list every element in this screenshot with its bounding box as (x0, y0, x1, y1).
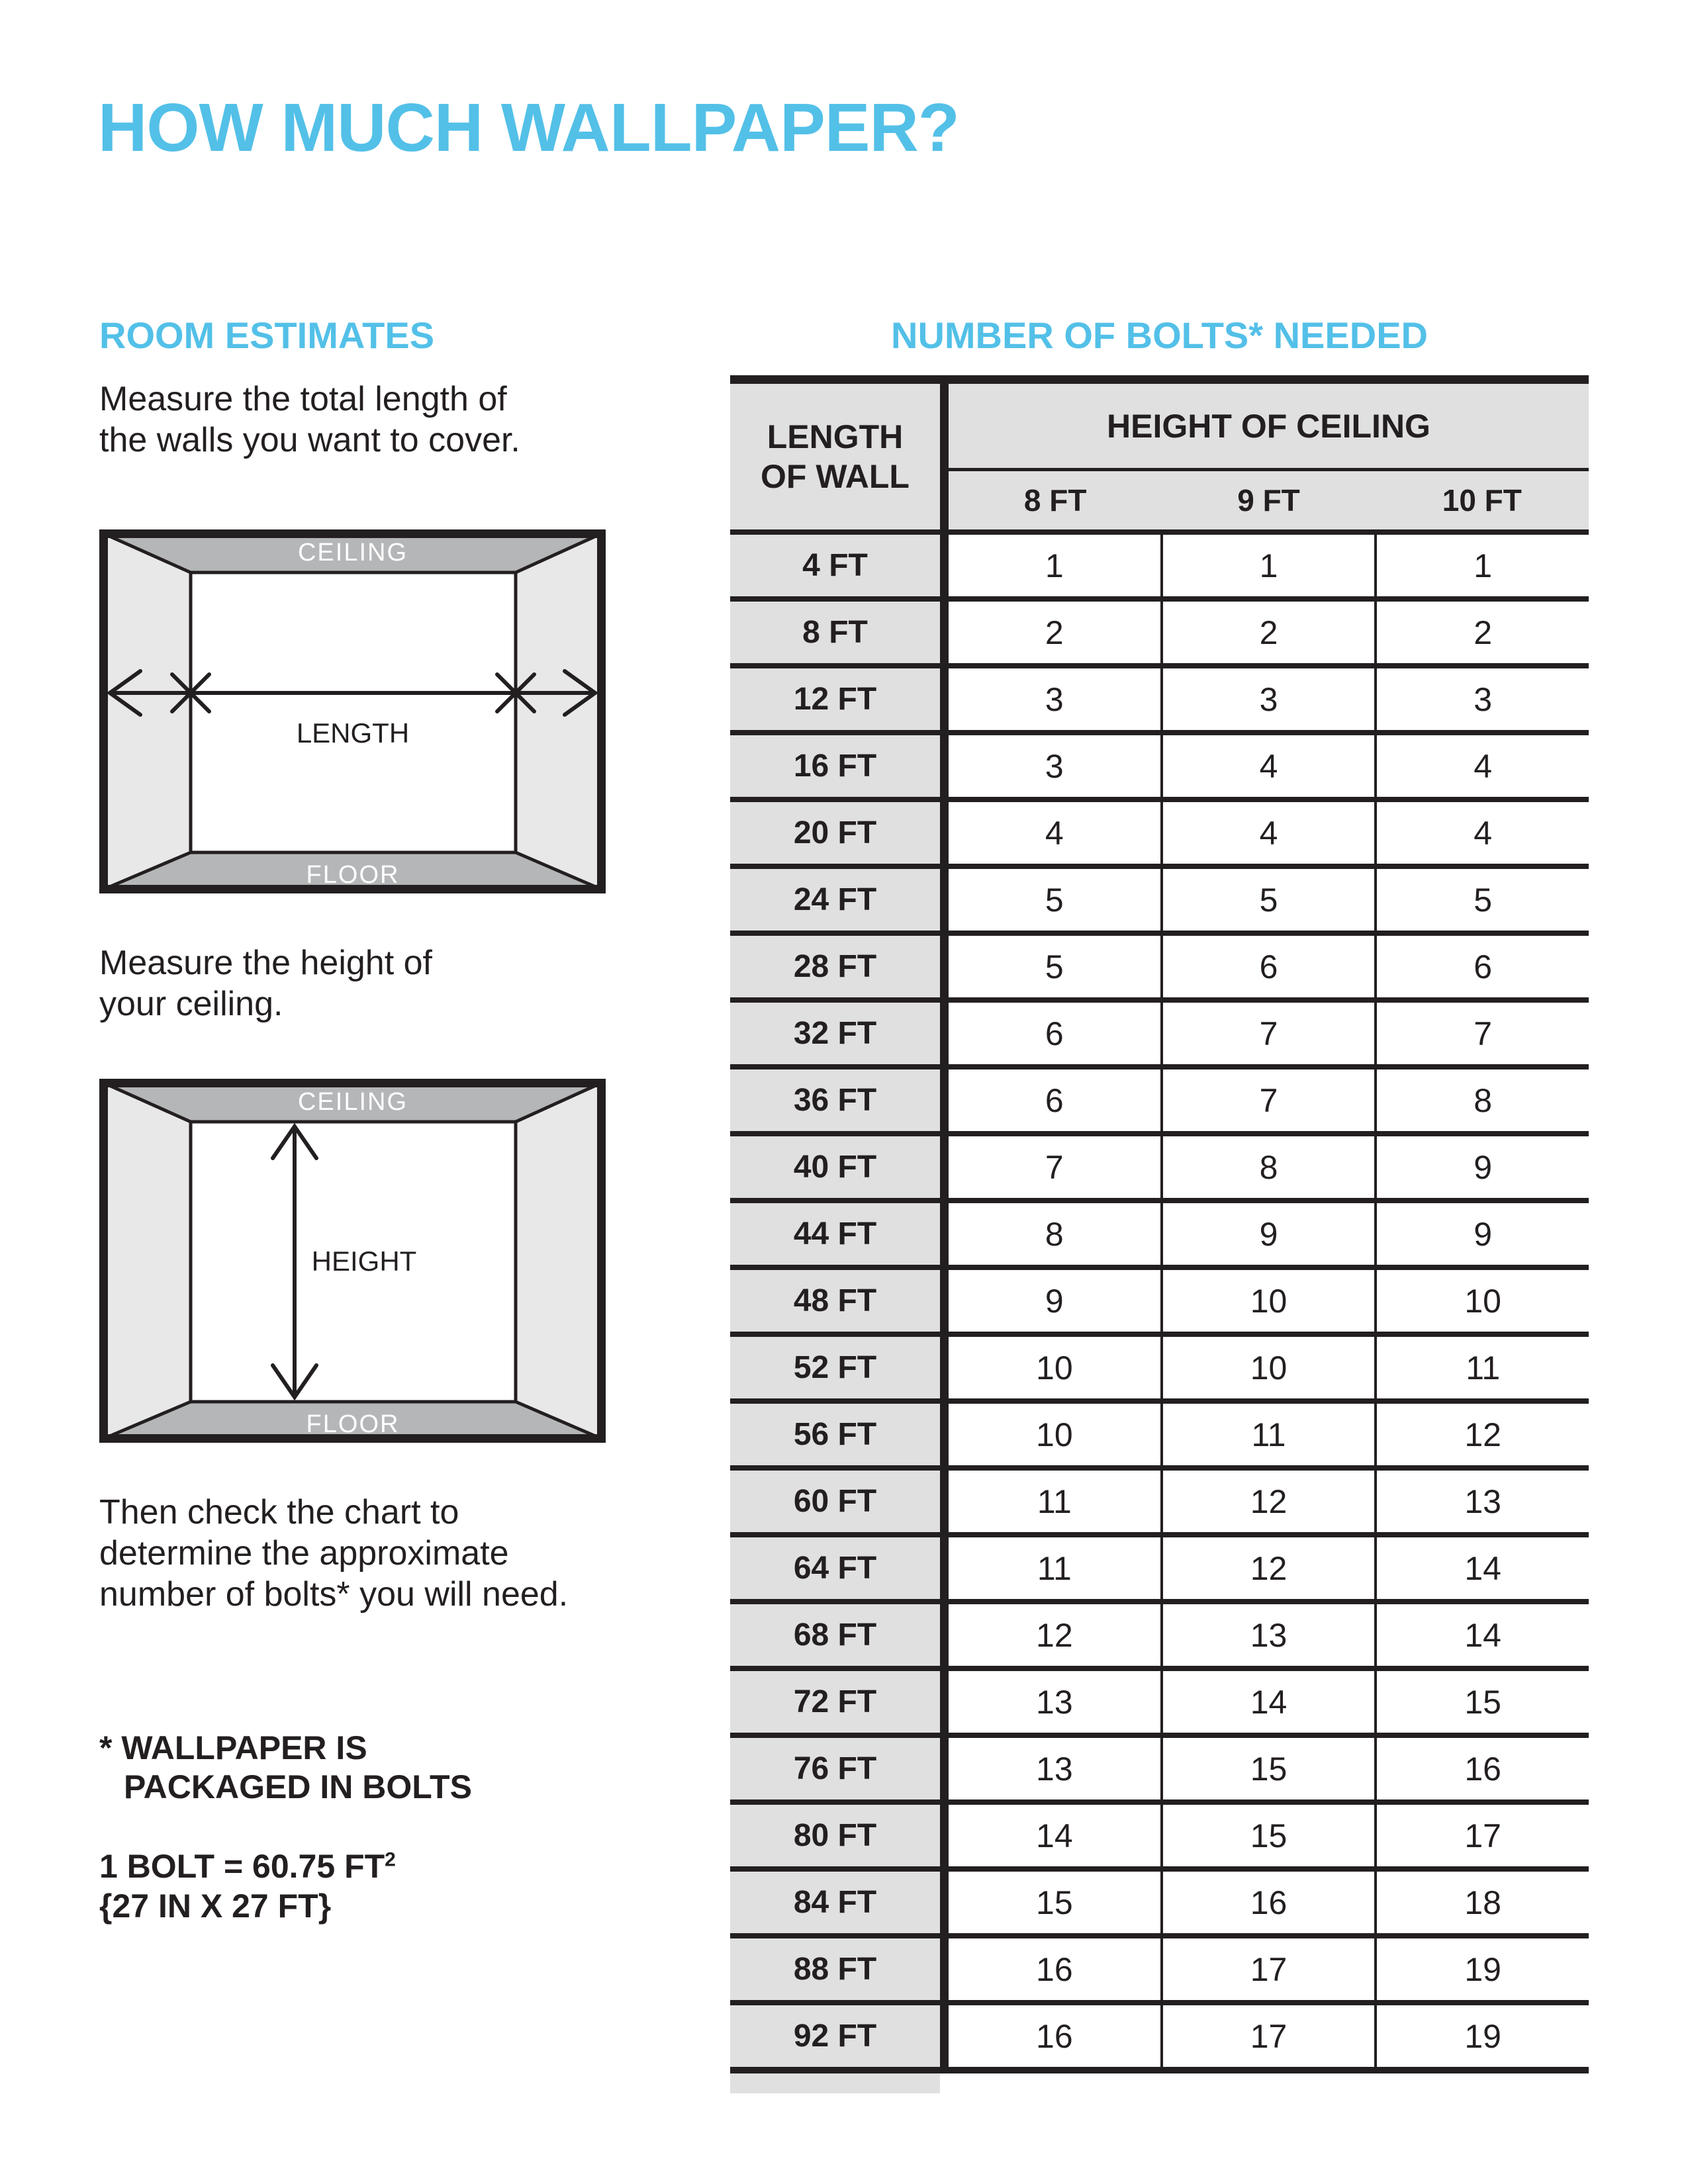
back-wall-panel (191, 572, 516, 852)
bolt-count-cell: 7 (1160, 1003, 1375, 1064)
step-3-line-3: number of bolts* you will need. (99, 1575, 569, 1614)
ceiling-height-header-group (949, 384, 1589, 529)
row-column-divider (940, 1404, 949, 1465)
bolt-count-cell: 15 (1374, 1671, 1589, 1733)
wall-length-cell: 56 FT (730, 1404, 940, 1465)
table-row (730, 1599, 1589, 1666)
room-estimates-heading: ROOM ESTIMATES (99, 314, 435, 356)
row-column-divider (940, 1872, 949, 1933)
table-row (730, 1799, 1589, 1866)
bolt-count-cell: 15 (949, 1872, 1160, 1933)
wall-length-cell: 4 FT (730, 535, 940, 596)
table-row (730, 1332, 1589, 1398)
bolt-count-cell: 6 (1160, 936, 1375, 997)
bolt-count-cell: 4 (1160, 802, 1375, 864)
row-column-divider (940, 1938, 949, 2000)
step-3-line-1: Then check the chart to (99, 1493, 459, 1531)
row-column-divider (940, 1337, 949, 1398)
row-column-divider (940, 668, 949, 730)
table-row (730, 797, 1589, 864)
bolt-count-cell: 3 (949, 735, 1160, 797)
row-column-divider (940, 1471, 949, 1532)
wall-length-cell: 76 FT (730, 1738, 940, 1799)
bolt-count-cell: 17 (1160, 2005, 1375, 2067)
row-column-divider (940, 1069, 949, 1131)
step-1-line-1: Measure the total length of (99, 380, 507, 418)
table-row (730, 1398, 1589, 1465)
table-row (730, 931, 1589, 997)
step-2-line-1: Measure the height of (99, 944, 432, 982)
ceiling-height-column-header: 10 FT (1442, 483, 1522, 518)
table-row (730, 730, 1589, 797)
bolt-count-cell: 14 (1374, 1604, 1589, 1666)
bolt-count-cell: 2 (1374, 602, 1589, 663)
bolt-count-cell: 11 (949, 1471, 1160, 1532)
bolt-count-cell: 9 (949, 1270, 1160, 1332)
step-3-line-2: determine the approximate (99, 1534, 509, 1572)
wall-length-cell: 28 FT (730, 936, 940, 997)
bolt-equation (99, 1846, 396, 1886)
wall-length-cell: 80 FT (730, 1805, 940, 1866)
wall-length-cell: 68 FT (730, 1604, 940, 1666)
step-3-text (99, 1492, 568, 1615)
wall-length-cell: 88 FT (730, 1938, 940, 2000)
length-of-wall-header-line-1: LENGTH (767, 418, 904, 455)
left-wall-panel (99, 1079, 191, 1443)
bolt-count-cell: 16 (1374, 1738, 1589, 1799)
bolt-count-cell: 2 (949, 602, 1160, 663)
row-column-divider (940, 1537, 949, 1599)
row-column-divider (940, 1003, 949, 1064)
wall-length-cell: 92 FT (730, 2005, 940, 2067)
row-column-divider (940, 602, 949, 663)
bolt-count-cell: 14 (1374, 1537, 1589, 1599)
bolt-count-cell: 8 (949, 1203, 1160, 1265)
table-header (730, 384, 1589, 529)
bolt-count-cell: 16 (949, 1938, 1160, 2000)
page-title: HOW MUCH WALLPAPER? (98, 89, 959, 165)
step-1-text (99, 379, 520, 461)
bolt-count-cell: 16 (1160, 1872, 1375, 1933)
bolt-count-cell: 8 (1374, 1069, 1589, 1131)
row-column-divider (940, 869, 949, 931)
left-wall-panel (99, 529, 191, 893)
height-of-ceiling-header: HEIGHT OF CEILING (949, 384, 1589, 471)
height-label: HEIGHT (311, 1246, 417, 1277)
bolt-count-cell: 17 (1374, 1805, 1589, 1866)
table-row (730, 2000, 1589, 2073)
step-2-text (99, 942, 432, 1024)
table-row (730, 1933, 1589, 2000)
footnote-line-2: PACKAGED IN BOLTS (124, 1768, 472, 1805)
room-height-diagram (99, 1079, 606, 1443)
bolts-needed-table (730, 375, 1589, 2093)
ceiling-height-column-header: 8 FT (1023, 483, 1087, 518)
wall-length-cell: 24 FT (730, 869, 940, 931)
wall-length-cell: 36 FT (730, 1069, 940, 1131)
wall-length-cell: 8 FT (730, 602, 940, 663)
table-row (730, 1666, 1589, 1733)
bolt-count-cell: 4 (1374, 735, 1589, 797)
table-row (730, 864, 1589, 931)
table-bottom-gray-stub (730, 2073, 940, 2093)
bolt-count-cell: 6 (1374, 936, 1589, 997)
bolt-count-cell: 13 (949, 1671, 1160, 1733)
bolt-count-cell: 5 (1374, 869, 1589, 931)
bolt-count-cell: 16 (949, 2005, 1160, 2067)
bolt-count-cell: 10 (1374, 1270, 1589, 1332)
right-wall-panel (516, 529, 606, 893)
bolt-count-cell: 5 (949, 869, 1160, 931)
table-row (730, 1064, 1589, 1131)
bolt-count-cell: 13 (1374, 1471, 1589, 1532)
table-row (730, 1733, 1589, 1799)
bolt-count-cell: 5 (949, 936, 1160, 997)
bolt-count-cell: 3 (1160, 668, 1375, 730)
bolt-count-cell: 18 (1374, 1872, 1589, 1933)
table-row (730, 1866, 1589, 1933)
row-column-divider (940, 1604, 949, 1666)
bolt-count-cell: 4 (1160, 735, 1375, 797)
length-label: LENGTH (296, 717, 410, 749)
row-column-divider (940, 535, 949, 596)
bolt-count-cell: 7 (1374, 1003, 1589, 1064)
table-body (730, 529, 1589, 2073)
ceiling-label: CEILING (297, 1088, 408, 1116)
bolt-count-cell: 3 (949, 668, 1160, 730)
bolt-count-cell: 8 (1160, 1136, 1375, 1198)
bolt-count-cell: 12 (949, 1604, 1160, 1666)
bolt-count-cell: 13 (949, 1738, 1160, 1799)
wall-length-cell: 44 FT (730, 1203, 940, 1265)
bolt-count-cell: 1 (949, 535, 1160, 596)
bolt-count-cell: 10 (1160, 1337, 1375, 1398)
wall-length-cell: 48 FT (730, 1270, 940, 1332)
bolt-count-cell: 14 (949, 1805, 1160, 1866)
row-column-divider (940, 1203, 949, 1265)
bolt-count-cell: 6 (949, 1069, 1160, 1131)
wall-length-cell: 52 FT (730, 1337, 940, 1398)
bolt-count-cell: 11 (949, 1537, 1160, 1599)
row-column-divider (940, 936, 949, 997)
floor-label: FLOOR (306, 861, 400, 889)
wall-length-cell: 16 FT (730, 735, 940, 797)
wall-length-cell: 12 FT (730, 668, 940, 730)
bolt-count-cell: 14 (1160, 1671, 1375, 1733)
row-column-divider (940, 1671, 949, 1733)
bolt-equation-superscript: 2 (385, 1848, 396, 1871)
bolt-count-cell: 7 (1160, 1069, 1375, 1131)
right-wall-panel (516, 1079, 606, 1443)
bolt-count-cell: 10 (949, 1337, 1160, 1398)
bolt-count-cell: 5 (1160, 869, 1375, 931)
table-row (730, 997, 1589, 1064)
bolt-count-cell: 9 (1374, 1203, 1589, 1265)
ceiling-label: CEILING (297, 539, 408, 567)
room-length-diagram (99, 529, 606, 893)
bolt-dimensions: {27 IN X 27 FT} (99, 1888, 332, 1925)
bolt-count-cell: 1 (1160, 535, 1375, 596)
bolt-count-cell: 13 (1160, 1604, 1375, 1666)
table-row (730, 1532, 1589, 1599)
wall-length-cell: 32 FT (730, 1003, 940, 1064)
step-1-line-2: the walls you want to cover. (99, 421, 520, 459)
wall-length-cell: 60 FT (730, 1471, 940, 1532)
bolt-count-cell: 17 (1160, 1938, 1375, 2000)
row-column-divider (940, 1805, 949, 1866)
bolt-count-cell: 10 (1160, 1270, 1375, 1332)
table-top-border (730, 375, 1589, 384)
bolt-count-cell: 4 (1374, 802, 1589, 864)
footnote-line-1: * WALLPAPER IS (99, 1729, 367, 1766)
table-row (730, 1131, 1589, 1198)
bolt-count-cell: 7 (949, 1136, 1160, 1198)
wall-length-cell: 72 FT (730, 1671, 940, 1733)
row-column-divider (940, 1270, 949, 1332)
row-column-divider (940, 1738, 949, 1799)
bolt-count-cell: 12 (1374, 1404, 1589, 1465)
ceiling-height-column-header: 9 FT (1237, 483, 1300, 518)
table-row (730, 1465, 1589, 1532)
row-column-divider (940, 2005, 949, 2067)
header-column-divider (940, 384, 949, 529)
bolt-count-cell: 19 (1374, 2005, 1589, 2067)
bolt-count-cell: 3 (1374, 668, 1589, 730)
bolt-count-cell: 10 (949, 1404, 1160, 1465)
table-row (730, 529, 1589, 596)
bolt-count-cell: 1 (1374, 535, 1589, 596)
table-row (730, 596, 1589, 663)
bolt-count-cell: 2 (1160, 602, 1375, 663)
row-column-divider (940, 802, 949, 864)
bolt-count-cell: 11 (1160, 1404, 1375, 1465)
table-row (730, 1265, 1589, 1332)
bolt-count-cell: 19 (1374, 1938, 1589, 2000)
wall-length-cell: 64 FT (730, 1537, 940, 1599)
wall-length-cell: 40 FT (730, 1136, 940, 1198)
bolt-count-cell: 12 (1160, 1471, 1375, 1532)
ceiling-height-subheader-row (949, 471, 1589, 529)
length-of-wall-header (730, 384, 940, 529)
bolts-table-title: NUMBER OF BOLTS* NEEDED (891, 314, 1428, 356)
bolt-equation-text: 1 BOLT = 60.75 FT (99, 1848, 385, 1885)
row-column-divider (940, 735, 949, 797)
bolts-footnote (99, 1729, 472, 1807)
bolt-size-info (99, 1846, 396, 1926)
wall-length-cell: 84 FT (730, 1872, 940, 1933)
bolt-count-cell: 9 (1374, 1136, 1589, 1198)
length-of-wall-header-line-2: OF WALL (761, 458, 910, 495)
floor-label: FLOOR (306, 1410, 400, 1438)
table-row (730, 1198, 1589, 1265)
bolt-count-cell: 15 (1160, 1738, 1375, 1799)
bolt-count-cell: 6 (949, 1003, 1160, 1064)
bolt-count-cell: 4 (949, 802, 1160, 864)
bolt-count-cell: 15 (1160, 1805, 1375, 1866)
step-2-line-2: your ceiling. (99, 985, 283, 1023)
bolt-count-cell: 12 (1160, 1537, 1375, 1599)
row-column-divider (940, 1136, 949, 1198)
table-row (730, 663, 1589, 730)
bolt-count-cell: 11 (1374, 1337, 1589, 1398)
bolt-count-cell: 9 (1160, 1203, 1375, 1265)
wall-length-cell: 20 FT (730, 802, 940, 864)
